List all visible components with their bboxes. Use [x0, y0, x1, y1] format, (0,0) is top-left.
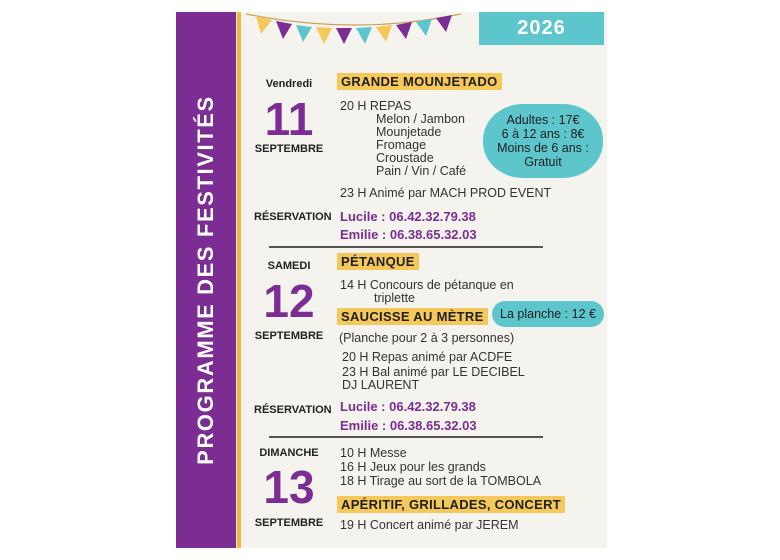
- section-divider: [269, 246, 543, 248]
- planche-note: (Planche pour 2 à 3 personnes): [339, 331, 515, 345]
- sidebar-band: [176, 12, 236, 548]
- bunting-decoration: [246, 12, 476, 64]
- saturday-meal-line: 20 H Repas animé par ACDFE: [342, 350, 513, 364]
- friday-contact-emilie: Emilie : 06.38.65.32.03: [340, 227, 477, 242]
- friday-date: 11: [264, 93, 314, 145]
- price-line: Gratuit: [524, 155, 562, 169]
- saturday-event1-title: PÉTANQUE: [337, 253, 419, 270]
- petanque-line: 14 H Concours de pétanque en: [340, 278, 514, 292]
- section-divider: [269, 436, 543, 438]
- saturday-date: 12: [263, 275, 315, 327]
- friday-evening-line: 23 H Animé par MACH PROD EVENT: [340, 186, 552, 200]
- saturday-reservation-label: RÉSERVATION: [254, 404, 332, 416]
- sunday-date: 13: [263, 461, 315, 513]
- price-bubble: [483, 104, 603, 178]
- price-line: Moins de 6 ans :: [497, 141, 589, 155]
- friday-meal-line: 20 H REPAS: [340, 99, 412, 113]
- friday-month: SEPTEMBRE: [254, 143, 324, 155]
- price-line: Adultes : 17€: [506, 113, 580, 127]
- sunday-month: SEPTEMBRE: [254, 517, 324, 529]
- saturday-event2-title: SAUCISSE AU MÈTRE: [337, 308, 488, 325]
- sunday-concert-line: 19 H Concert animé par JEREM: [340, 518, 519, 532]
- menu-item: Melon / Jambon: [376, 112, 465, 126]
- saturday-day: SAMEDI: [267, 260, 311, 272]
- poster-title: PROGRAMME DES FESTIVITÉS: [193, 95, 218, 465]
- accent-line: [237, 12, 241, 548]
- saturday-ball-line: 23 H Bal animé par LE DECIBEL: [342, 365, 525, 379]
- menu-item: Mounjetade: [376, 125, 442, 139]
- menu-item: Fromage: [376, 138, 427, 152]
- friday-day: Vendredi: [265, 78, 313, 90]
- friday-reservation-label: RÉSERVATION: [254, 211, 332, 223]
- price-line: 6 à 12 ans : 8€: [501, 127, 585, 141]
- friday-contact-lucile: Lucile : 06.42.32.79.38: [340, 209, 476, 224]
- saturday-ball-line: DJ LAURENT: [342, 378, 420, 392]
- petanque-line: triplette: [374, 291, 415, 305]
- friday-event-title: GRANDE MOUNJETADO: [337, 73, 502, 90]
- festival-poster: [176, 12, 607, 548]
- saturday-contact-lucile: Lucile : 06.42.32.79.38: [340, 399, 476, 414]
- menu-item: Croustade: [376, 151, 434, 165]
- sunday-line: 16 H Jeux pour les grands: [340, 460, 486, 474]
- planche-price-badge: La planche : 12 €: [492, 301, 604, 327]
- sunday-event-title: APÉRITIF, GRILLADES, CONCERT: [337, 496, 565, 513]
- saturday-month: SEPTEMBRE: [254, 330, 324, 342]
- menu-item: Pain / Vin / Café: [376, 164, 467, 178]
- sunday-line: 18 H Tirage au sort de la TOMBOLA: [340, 474, 542, 488]
- sunday-line: 10 H Messe: [340, 446, 407, 460]
- year-badge: 2026: [479, 12, 604, 45]
- sunday-day: DIMANCHE: [259, 447, 319, 459]
- saturday-contact-emilie: Emilie : 06.38.65.32.03: [340, 418, 477, 433]
